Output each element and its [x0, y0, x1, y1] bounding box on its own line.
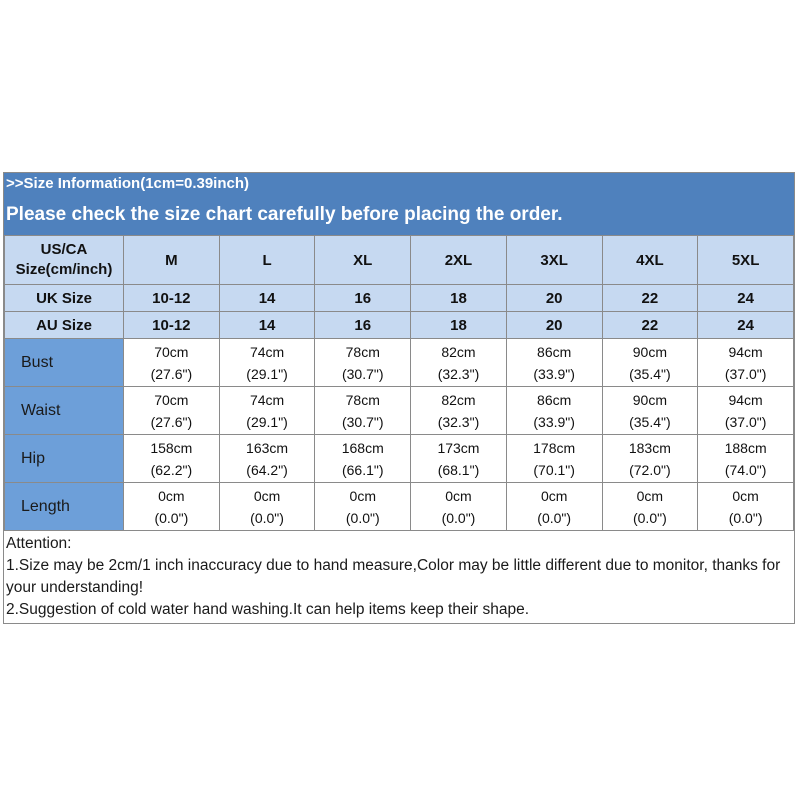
measurement-cm: 86cm: [537, 391, 572, 408]
au-size-label: AU Size: [5, 312, 124, 339]
measurement-inch: (27.6"): [150, 365, 193, 382]
attention-item-1: 1.Size may be 2cm/1 inch inaccuracy due to hand measure,Color may be little different due to monitor, thanks for your understanding!: [6, 557, 781, 596]
measurement-label: Hip: [5, 435, 124, 483]
us-size-cell: 4XL: [602, 236, 698, 285]
uk-size-cell: 16: [315, 285, 411, 312]
measurement-cm: 0cm: [253, 487, 281, 504]
measurement-cm: 70cm: [154, 343, 189, 360]
measurement-inch: (33.9"): [533, 413, 575, 430]
au-size-cell: 24: [698, 312, 794, 339]
measurement-cell: [315, 339, 411, 387]
us-size-row: [5, 236, 794, 285]
attention-notes: [4, 531, 794, 623]
measurement-inch: (68.1"): [437, 461, 480, 478]
uk-size-cell: 22: [602, 285, 698, 312]
uk-size-cell: 18: [411, 285, 507, 312]
measurement-inch: (64.2"): [246, 461, 288, 478]
measurement-cm: 0cm: [636, 487, 664, 504]
us-size-cell: L: [219, 236, 315, 285]
measurement-inch: (35.4"): [629, 413, 671, 430]
measurement-cell: [506, 387, 602, 435]
uk-size-cell: 14: [219, 285, 315, 312]
size-chart: [3, 172, 795, 624]
measurement-cell: [219, 483, 315, 531]
measurement-inch: (62.2"): [150, 461, 193, 478]
measurement-cell: [602, 339, 698, 387]
uk-size-cell: 20: [506, 285, 602, 312]
measurement-cell: [124, 387, 220, 435]
au-size-cell: 20: [506, 312, 602, 339]
measurement-cell: [506, 483, 602, 531]
measurement-cell: [506, 339, 602, 387]
measurement-cell: [219, 435, 315, 483]
measurement-cell: [602, 435, 698, 483]
measurement-cell: [124, 483, 220, 531]
us-size-label-line2: Size(cm/inch): [15, 261, 113, 278]
us-size-cell: M: [124, 236, 220, 285]
measurement-inch: (0.0"): [441, 509, 476, 526]
au-size-cell: 16: [315, 312, 411, 339]
measurement-inch: (35.4"): [629, 365, 671, 382]
measurement-inch: (0.0"): [632, 509, 667, 526]
measurement-cm: 94cm: [728, 391, 763, 408]
measurement-cm: 158cm: [150, 439, 193, 456]
measurement-cm: 70cm: [154, 391, 189, 408]
measurement-cell: [411, 387, 507, 435]
measurement-inch: (27.6"): [150, 413, 193, 430]
us-size-label-line1: US/CA: [40, 241, 88, 258]
measurement-cell: [315, 483, 411, 531]
size-chart-instruction: Please check the size chart carefully before placing the order.: [6, 204, 563, 225]
us-size-label: [5, 236, 124, 285]
measurement-cm: 188cm: [724, 439, 767, 456]
uk-size-label: UK Size: [5, 285, 124, 312]
measurement-cell: [124, 339, 220, 387]
measurement-inch: (30.7"): [341, 365, 384, 382]
measurement-cell: [124, 435, 220, 483]
uk-size-cell: 10-12: [124, 285, 220, 312]
measurement-cm: 0cm: [349, 487, 376, 504]
measurement-inch: (33.9"): [533, 365, 575, 382]
measurement-inch: (37.0"): [724, 413, 767, 430]
measurement-cell: [506, 435, 602, 483]
au-size-cell: 18: [411, 312, 507, 339]
measurement-cell: [411, 339, 507, 387]
size-table: [4, 235, 794, 531]
measurement-inch: (29.1"): [246, 413, 288, 430]
measurement-inch: (74.0"): [724, 461, 767, 478]
measurement-cell: [219, 339, 315, 387]
us-size-cell: XL: [315, 236, 411, 285]
size-chart-header: [4, 173, 794, 235]
measurement-inch: (0.0"): [728, 509, 763, 526]
measurement-inch: (66.1"): [341, 461, 384, 478]
au-size-cell: 22: [602, 312, 698, 339]
measurement-cm: 0cm: [540, 487, 568, 504]
measurement-cm: 173cm: [437, 439, 480, 456]
measurement-cm: 86cm: [537, 343, 572, 360]
attention-item-2: 2.Suggestion of cold water hand washing.It can help items keep their shape.: [6, 601, 530, 618]
measurement-inch: (30.7"): [341, 413, 384, 430]
measurement-cell: [411, 435, 507, 483]
measurement-inch: (72.0"): [629, 461, 671, 478]
measurement-cell: [411, 483, 507, 531]
measurement-cell: [602, 483, 698, 531]
measurement-cell: [698, 435, 794, 483]
au-size-cell: 14: [219, 312, 315, 339]
measurement-row-hip: [5, 435, 794, 483]
measurement-cm: 0cm: [158, 487, 185, 504]
measurement-label: Length: [5, 483, 124, 531]
size-info-heading: >>Size Information(1cm=0.39inch): [6, 175, 249, 192]
measurement-cm: 163cm: [246, 439, 289, 456]
measurement-cm: 94cm: [728, 343, 763, 360]
uk-size-row: [5, 285, 794, 312]
measurement-inch: (0.0"): [345, 509, 380, 526]
measurement-cm: 168cm: [341, 439, 384, 456]
au-size-cell: 10-12: [124, 312, 220, 339]
measurement-cell: [698, 339, 794, 387]
measurement-label: Bust: [5, 339, 124, 387]
measurement-cm: 0cm: [445, 487, 472, 504]
au-size-row: [5, 312, 794, 339]
measurement-row-bust: [5, 339, 794, 387]
measurement-inch: (37.0"): [724, 365, 767, 382]
us-size-cell: 5XL: [698, 236, 794, 285]
measurement-cell: [315, 387, 411, 435]
us-size-cell: 3XL: [506, 236, 602, 285]
measurement-inch: (29.1"): [246, 365, 288, 382]
measurement-label: Waist: [5, 387, 124, 435]
measurement-inch: (70.1"): [533, 461, 575, 478]
measurement-cm: 90cm: [632, 391, 667, 408]
uk-size-cell: 24: [698, 285, 794, 312]
measurement-row-waist: [5, 387, 794, 435]
measurement-cm: 78cm: [345, 343, 380, 360]
measurement-inch: (32.3"): [437, 365, 480, 382]
measurement-cm: 178cm: [533, 439, 576, 456]
measurement-cm: 74cm: [249, 343, 285, 360]
measurement-cell: [315, 435, 411, 483]
measurement-row-length: [5, 483, 794, 531]
measurement-cm: 78cm: [345, 391, 380, 408]
measurement-cm: 74cm: [249, 391, 285, 408]
measurement-cell: [219, 387, 315, 435]
measurement-cell: [698, 387, 794, 435]
measurement-inch: (0.0"): [250, 509, 284, 526]
measurement-cm: 82cm: [441, 343, 476, 360]
measurement-inch: (32.3"): [437, 413, 480, 430]
measurement-cm: 0cm: [732, 487, 759, 504]
measurement-cell: [698, 483, 794, 531]
measurement-cm: 82cm: [441, 391, 476, 408]
us-size-cell: 2XL: [411, 236, 507, 285]
attention-title: Attention:: [6, 535, 72, 552]
measurement-inch: (0.0"): [537, 509, 572, 526]
measurement-cell: [602, 387, 698, 435]
measurement-cm: 183cm: [628, 439, 671, 456]
measurement-inch: (0.0"): [154, 509, 189, 526]
measurement-cm: 90cm: [632, 343, 667, 360]
